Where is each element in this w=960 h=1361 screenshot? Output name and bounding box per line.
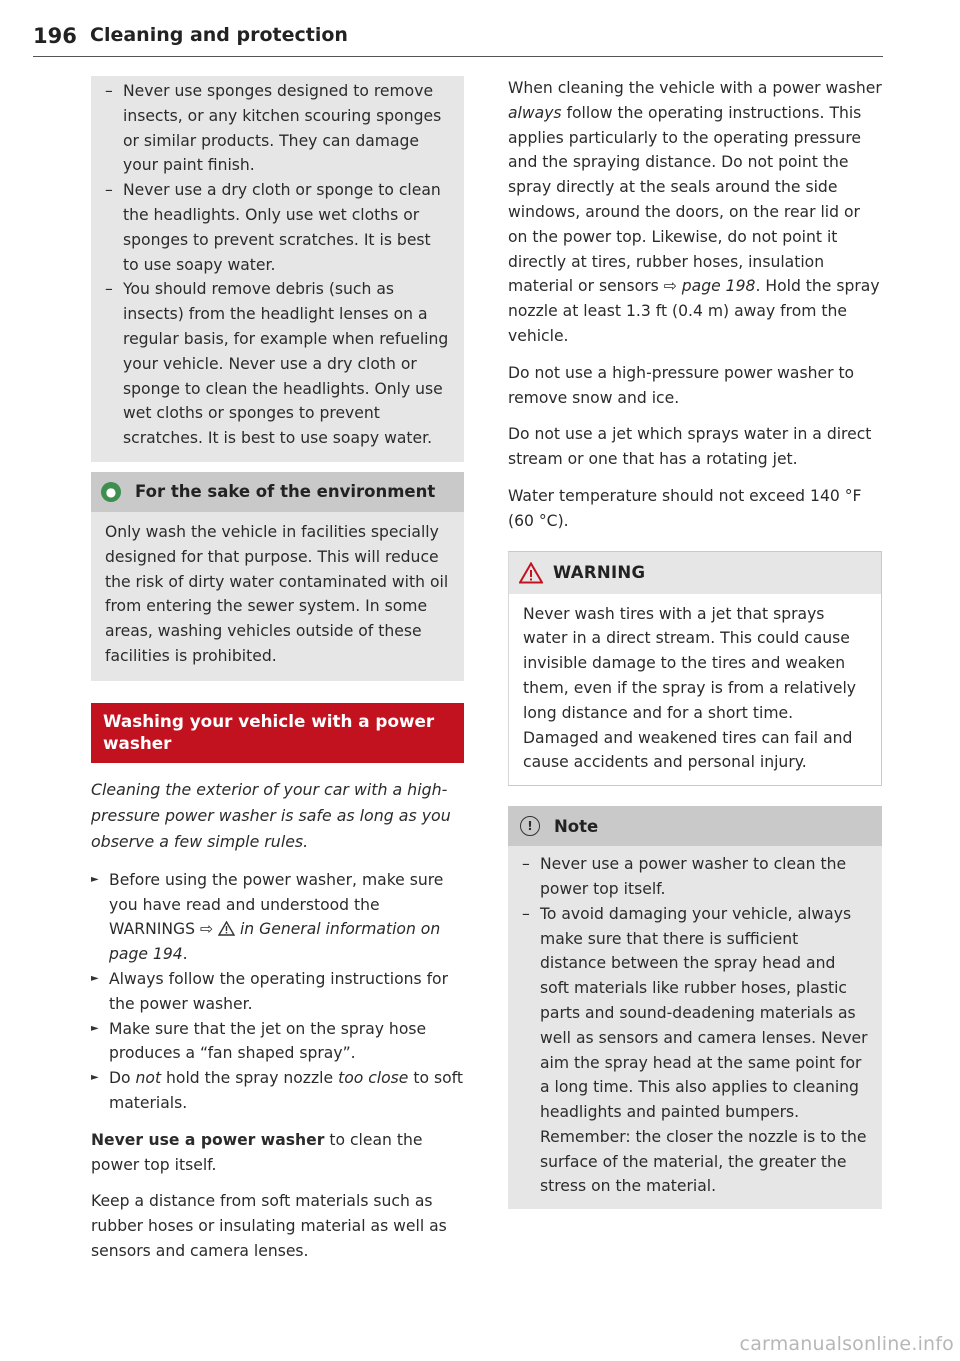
page-number: 196	[33, 24, 77, 48]
watermark: carmanualsonline.info	[739, 1333, 954, 1355]
emphasis-text: always	[508, 103, 562, 122]
step-text: hold the spray nozzle	[166, 1069, 334, 1088]
warning-header	[509, 552, 881, 594]
section-heading: Washing your vehicle with a power washer	[91, 703, 464, 763]
warning-triangle-icon	[519, 562, 543, 584]
warning-triangle-icon	[218, 921, 235, 936]
step-item	[91, 868, 464, 967]
environment-icon: ●	[101, 482, 121, 502]
step-text: Before using the power washer, make sure you have read and understood the WARNINGS	[109, 870, 444, 939]
warning-box	[508, 551, 882, 787]
step-item: ► Always follow the operating instructions for the power washer.	[91, 967, 464, 1017]
note-icon: !	[520, 816, 540, 836]
note-list	[522, 852, 868, 1199]
environment-title: For the sake of the environment	[135, 482, 436, 502]
paragraph-text: to clean the power top itself.	[91, 1130, 423, 1174]
note-title: Note	[554, 816, 599, 836]
list-item: – Never use a power washer to clean the power top itself.	[522, 852, 868, 902]
warning-text: Never wash tires with a jet that sprays water in a direct stream. This could cause invisible damage to the tires and weaken them, even if the spray is from a relatively long distance and for a short time. Damaged and weakened tires can fail and cause accidents and personal injury.	[523, 604, 857, 772]
step-text: to soft materials.	[109, 1069, 463, 1112]
paragraph-text: follow the operating instructions. This applies particularly to the operating pressure and the spraying distance. Do not point the spray directly at the seals around the side windows, around the doors, on the rear lid or on the power top. Likewise, do not point it directly at tires, rubber hoses, insulation material or sensors	[508, 103, 862, 296]
step-text: .	[182, 945, 188, 964]
paragraph-text: . Hold the spray nozzle at least 1.3 ft (0.4 m) away from the vehicle.	[508, 277, 880, 345]
note-header	[508, 806, 882, 846]
distance-paragraph: Keep a distance from soft materials such as rubber hoses or insulating material as well as sensors and camera lenses.	[91, 1192, 447, 1260]
list-item: – Never use sponges designed to remove insects, or any kitchen scouring sponges or similar products. They can damage your paint finish.	[105, 79, 450, 178]
temperature-paragraph: Water temperature should not exceed 140 °F (60 °C).	[508, 486, 862, 530]
power-top-paragraph	[91, 1128, 464, 1178]
jet-paragraph: Do not use a jet which sprays water in a direct stream or one that has a rotating jet.	[508, 425, 872, 469]
instructions-paragraph	[508, 76, 882, 349]
cross-reference-link[interactable]: ⇨ page 198	[663, 277, 756, 296]
cross-reference-link[interactable]: in General information on page 194	[109, 920, 441, 964]
tips-list	[105, 79, 450, 451]
page-header	[33, 22, 883, 57]
right-column	[508, 76, 882, 1209]
step-item	[91, 1066, 464, 1116]
emphasis-text: not	[135, 1069, 162, 1088]
section-title: Cleaning and protection	[90, 24, 348, 46]
environment-text: Only wash the vehicle in facilities specially designed for that purpose. This will reduce the risk of dirty water contaminated with oil from entering the sewer system. In some areas, washing vehicles outside of these facilities is prohibited.	[91, 512, 464, 681]
step-text: Do	[109, 1069, 131, 1088]
arrow-icon: ⇨	[199, 920, 214, 939]
list-item: – You should remove debris (such as insects) from the headlight lenses on a regular basis, for example when refueling your vehicle. Never use a dry cloth or sponge to clean the headlights. Only use wet cloths or sponges to prevent scratches. It is best to use soapy water.	[105, 277, 450, 451]
tips-box	[91, 76, 464, 462]
emphasis-text: too close	[338, 1069, 409, 1088]
left-column	[91, 76, 464, 1264]
environment-header	[91, 472, 464, 512]
paragraph-text: When cleaning the vehicle with a power washer	[508, 79, 882, 97]
note-body	[508, 846, 882, 1209]
bold-text: Never use a power washer	[91, 1130, 325, 1149]
warning-title: WARNING	[553, 563, 646, 583]
steps-list	[91, 868, 464, 1116]
snow-paragraph: Do not use a high-pressure power washer to remove snow and ice.	[508, 363, 855, 407]
list-item: – Never use a dry cloth or sponge to clean the headlights. Only use wet cloths or sponges to prevent scratches. It is best to use soapy water.	[105, 178, 450, 277]
intro-text: Cleaning the exterior of your car with a high-pressure power washer is safe as long as you observe a few simple rules.	[91, 779, 451, 851]
list-item: – To avoid damaging your vehicle, always make sure that there is sufficient distance between the spray head and soft materials like rubber hoses, plastic parts and sound-deadening materials as well as sensors and camera lenses. Never aim the spray head at the same point for a long time. This also applies to cleaning headlights and painted bumpers. Remember: the closer the nozzle is to the surface of the material, the greater the stress on the material.	[522, 902, 868, 1200]
step-item: ► Make sure that the jet on the spray hose produces a “fan shaped spray”.	[91, 1017, 464, 1067]
